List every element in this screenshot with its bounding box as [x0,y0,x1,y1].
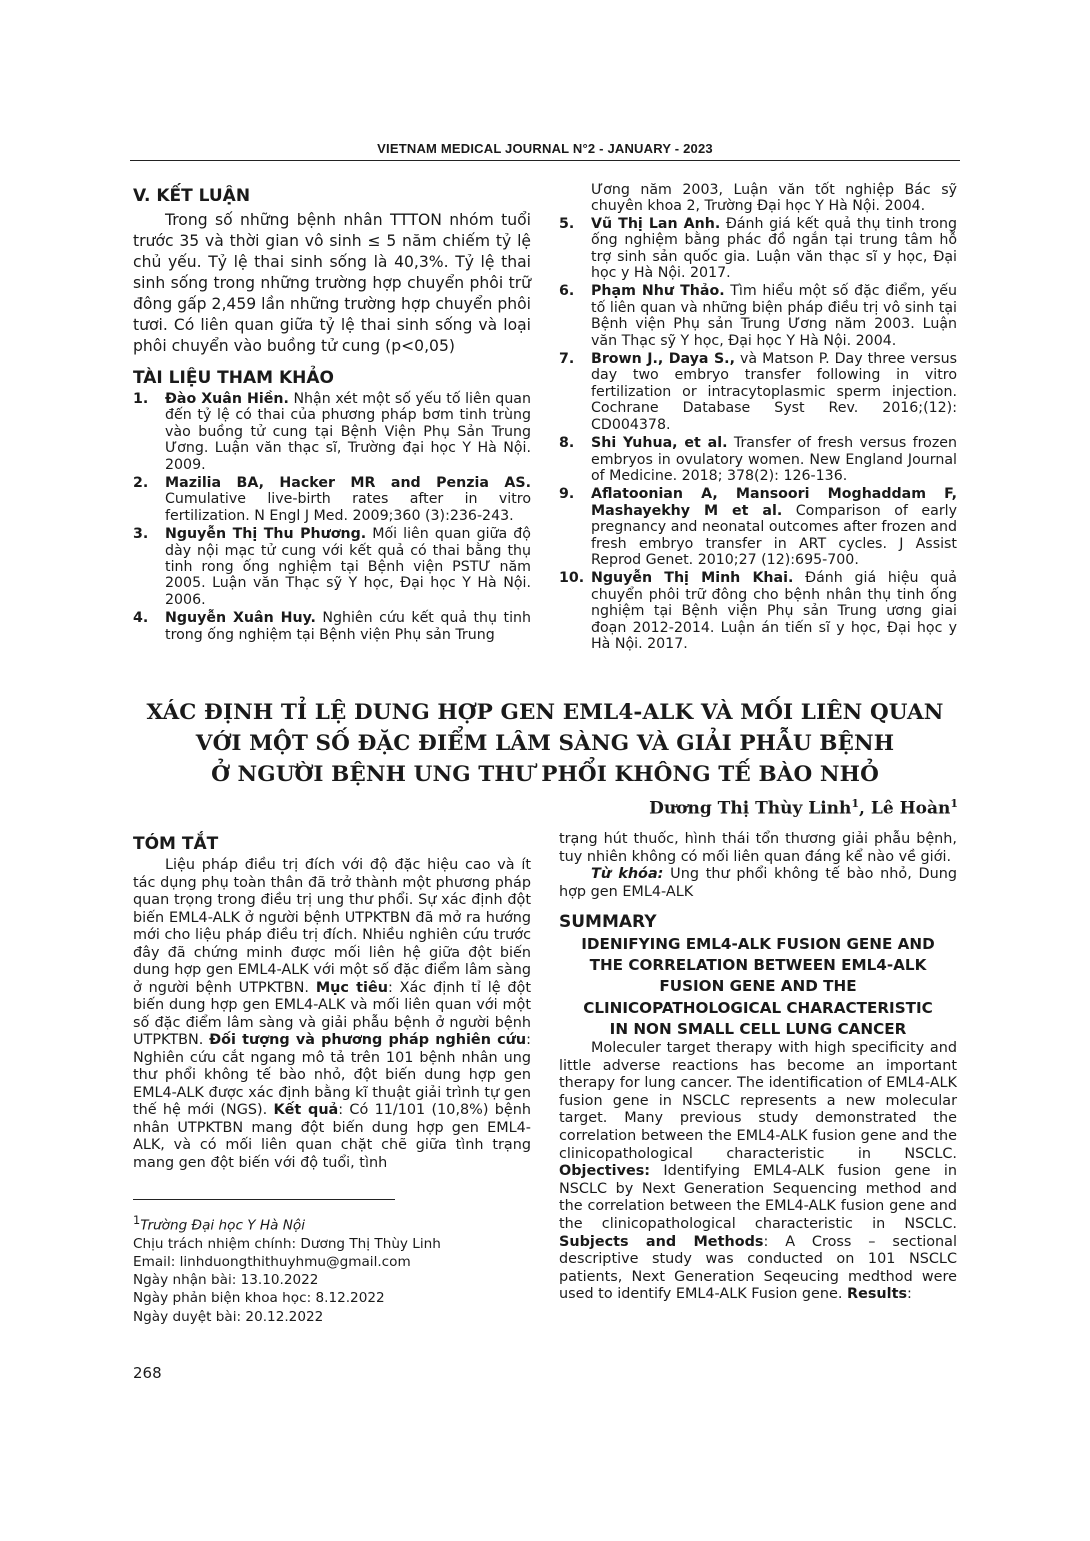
article-title-line-2: VỚI MỘT SỐ ĐẶC ĐIỂM LÂM SÀNG VÀ GIẢI PHẪU BỆNH [195,731,895,756]
footnote-rule [133,1199,395,1200]
author-1: Dương Thị Thùy Linh [649,798,852,819]
author-2-affiliation: 1 [950,797,958,810]
reference-author: Aflatoonian A, Mansoori Moghaddam F, Mashayekhy M et al. [591,486,957,519]
reference-number: 3. [133,526,149,543]
summary-title-line-4: CLINICOPATHOLOGICAL CHARACTERISTIC [583,998,933,1017]
reference-author: Mazilia BA, Hacker MR and Penzia AS. [165,475,531,492]
references-heading: TÀI LIỆU THAM KHẢO [133,368,334,388]
header-rule [130,160,960,161]
reference-item [559,216,957,282]
reference-text: Mối liên quan giữa độ dày nội mạc tử cung với kết quả có thai bằng thụ tinh rong ống nghiệm tại Bệnh viện PSTƯ năm 2005. Luận văn Thạc sỹ Y học, Đại học Y Hà Nội. 2006. [165,526,531,608]
label-results-vi: Kết quả [273,1102,339,1118]
reference-text: Đánh giá kết quả thụ tinh trong ống nghiệm bằng phác đồ ngắn tại trung tâm hỗ trợ sinh sản quốc gia. Luận văn thạc sĩ y học, Đại học y Hà Nội. 2017. [591,215,957,282]
reference-item [559,570,957,652]
reference-author: Nguyễn Thị Minh Khai. [591,570,794,587]
reference-text: Nhận xét một số yếu tố liên quan đến tỷ lệ có thai của phương pháp bơm tinh trùng vào buồng tử cung tại Bệnh Viện Phụ Sản Trung Ương. Luận văn thạc sĩ, Trường đại học Y Hà Nội. 2009. [165,391,531,473]
reference-text: Nghiên cứu kết quả thụ tinh trong ống nghiệm tại Bệnh viện Phụ sản Trung [165,610,531,643]
footnote-affiliation: $^1$Trường Đại học Y Hà Nội [133,1213,306,1234]
article-title [130,697,960,790]
abstract-vi-heading: TÓM TẮT [133,834,219,854]
right-column-top [559,182,957,654]
left-column-top [133,186,531,645]
reference-text: Cumulative live-birth rates after in vitro fertilization. N Engl J Med. 2009;360 (3):236-243. [165,491,531,524]
summary-title-line-2: THE CORRELATION BETWEEN EML4-ALK [589,956,927,975]
label-methods-vi: Đối tượng và phương pháp nghiên cứu [209,1032,527,1048]
reference-author: Brown J., Daya S., [591,351,735,368]
reference-text: Tìm hiểu một số đặc điểm, yếu tố liên quan và những biện pháp điều trị vô sinh tại Bệnh viện Phụ sản Trung Ương năm 2003. Luận văn Thạc sỹ Y học, Đại học Y Hà Nội. 2004. [591,283,957,349]
reference-text: Transfer of fresh versus frozen embryos in ovulatory women. New England Journal of Medicine. 2018; 378(2): 126-136. [591,435,957,484]
abstract-vi-continuation: trạng hút thuốc, hình thái tổn thương giải phẫu bệnh, tuy nhiên không có mối liên quan đáng kể nào về giới. [559,831,957,865]
footnote [133,1211,513,1326]
abstract-vi [133,834,531,1172]
reference-item [133,526,531,608]
reference-number: 6. [559,283,575,300]
reference-item [559,435,957,484]
reference-item [559,351,957,433]
article-title-line-3: Ở NGƯỜI BỆNH UNG THƯ PHỔI KHÔNG TẾ BÀO NHỎ [211,762,879,787]
summary-title-line-5: IN NON SMALL CELL LUNG CANCER [609,1019,907,1038]
references-list-left [133,391,531,643]
summary-title [559,934,957,1040]
conclusion-heading: V. KẾT LUẬN [133,186,251,206]
author-1-affiliation: 1 [851,797,860,810]
footnote-responsible: Chịu trách nhiệm chính: Dương Thị Thùy Linh [133,1235,441,1252]
reference-item [559,283,957,349]
reference-item [133,475,531,524]
footnote-email: Email: linhduongthithuyhmu@gmail.com [133,1253,411,1270]
footnote-reviewed: Ngày phản biện khoa học: 8.12.2022 [133,1290,385,1307]
reference-number: 5. [559,215,575,232]
keywords-label: Từ khóa: [591,866,664,882]
references-list-right [559,216,957,653]
label-methods: Subjects and Methods [559,1233,764,1250]
label-objectives-vi: Mục tiêu [315,979,388,996]
reference-number: 2. [133,475,149,492]
reference-item [133,391,531,473]
reference-item [559,486,957,568]
reference-text: Đánh giá hiệu quả chuyển phôi trữ đông cho bệnh nhân thụ tinh ống nghiệm tại Bệnh viện Phụ sản Trung ương giai đoạn 2012-2014. Luận án tiến sĩ y học, Đại học y Hà Nội. 2017. [591,570,957,652]
author-separator: , [859,798,871,819]
label-objectives: Objectives: [559,1163,651,1180]
reference-number: 9. [559,486,575,503]
summary-body: Moleculer target therapy with high specificity and little adverse reactions has become an important therapy for lung cancer. The identification of EML4-ALK fusion gene in NSCLC represents a new molecular target. Many previous study demonstrated the correlation between the EML4-ALK fusion gene and the clinicopathological characteristic in NSCLC. Objectives: Identifying EML4-ALK fusion gene in NSCLC by Next Generation Sequencing method and the correlation between the EML4-ALK fusion gene and the clinicopathological characteristic in NSCLC. Subjects and Methods: A Cross – sectional descriptive study was conducted on 101 NSCLC patients, Next Generation Seqeucing medthod were used to identify EML4-ALK Fusion gene. Results: [559,1040,957,1303]
reference-4-continuation: Ương năm 2003, Luận văn tốt nghiệp Bác sỹ chuyên khoa 2, Trường Đại học Y Hà Nội. 2004. [591,182,957,215]
footnote-accepted: Ngày duyệt bài: 20.12.2022 [133,1308,324,1325]
label-results: Results [847,1286,908,1303]
abstract-vi-body: Liệu pháp điều trị đích với độ đặc hiệu cao và ít tác dụng phụ toàn thân đã trở thành một phương pháp quan trọng trong điều trị ung thư phổi. Sự xác định đột biến EML4-ALK ở người bệnh UTPKTBN đã mở ra hướng mới cho liệu pháp điều trị đích. Nhiều nghiên cứu trước đây đã chứng minh được mối liên hệ giữa đột biến dung hợp gen EML4-ALK với một số đặc điểm lâm sàng ở người bệnh UTPKTBN. Mục tiêu: Xác định tỉ lệ đột biến dung hợp gen EML4-ALK và mối liên quan với một số đặc điểm lâm sàng và giải phẫu bệnh ở người bệnh UTPKTBN. Đối tượng và phương pháp nghiên cứu: Nghiên cứu cắt ngang mô tả trên 101 bệnh nhân ung thư phổi không tế bào nhỏ, đột biến dung hợp gen EML4-ALK được xác định bằng kĩ thuật giải trình tự gen thế hệ mới (NGS). Kết quả: Có 11/101 (10,8%) bệnh nhân UTPKTBN mang đột biến dung hợp gen EML4-ALK, và có mối liên quan chặt chẽ giữa tình trạng mang gen đột biến với độ tuổi, tình [133,857,531,1171]
reference-author: Nguyễn Xuân Huy. [165,610,316,627]
reference-author: Đào Xuân Hiền. [165,391,289,407]
reference-author: Shi Yuhua, et al. [591,435,728,452]
right-column-bottom [559,831,957,1304]
reference-number: 4. [133,610,149,627]
reference-number: 8. [559,435,575,452]
article-authors [649,797,958,819]
reference-text: và Matson P. Day three versus day two embryo transfer following in vitro fertilization or intracytoplasmic sperm injection. Cochrane Database Syst Rev. 2016;(12): CD004378. [591,351,957,433]
reference-author: Nguyễn Thị Thu Phương. [165,526,367,543]
summary-title-line-3: FUSION GENE AND THE [659,977,857,996]
abstract-vi-keywords: Từ khóa: Ung thư phổi không tế bào nhỏ, Dung hợp gen EML4-ALK [559,866,957,900]
reference-text: Comparison of early pregnancy and neonatal outcomes after frozen and fresh embryo transfer in ART cycles. J Assist Reprod Genet. 2010;27 (12):695-700. [591,502,957,568]
running-head: VIETNAM MEDICAL JOURNAL N°2 - JANUARY - 2023 [377,141,713,156]
reference-item [133,610,531,643]
article-title-line-1: XÁC ĐỊNH TỈ LỆ DUNG HỢP GEN EML4-ALK VÀ MỐI LIÊN QUAN [146,700,944,725]
footnote-received: Ngày nhận bài: 13.10.2022 [133,1272,319,1289]
summary-title-line-1: IDENIFYING EML4-ALK FUSION GENE AND [581,935,935,953]
reference-author: Vũ Thị Lan Anh. [591,215,721,232]
reference-number: 10. [559,570,585,587]
reference-number: 1. [133,391,149,407]
summary-heading: SUMMARY [559,912,657,932]
author-2: Lê Hoàn [870,798,951,819]
reference-number: 7. [559,351,575,368]
page-number: 268 [133,1364,162,1382]
reference-author: Phạm Như Thảo. [591,283,725,300]
conclusion-text: Trong số những bệnh nhân TTTON nhóm tuổi trước 35 và thời gian vô sinh ≤ 5 năm chiếm tỷ lệ chủ yếu. Tỷ lệ thai sinh sống là 40,3%. Tỷ lệ thai sinh sống trong những trường hợp chuyển phôi trữ đông gấp 2,459 lần những trường hợp chuyển phôi tươi. Có liên quan giữa tỷ lệ thai sinh sống và loại phôi chuyển vào buồng tử cung (p<0,05) [133,211,531,355]
